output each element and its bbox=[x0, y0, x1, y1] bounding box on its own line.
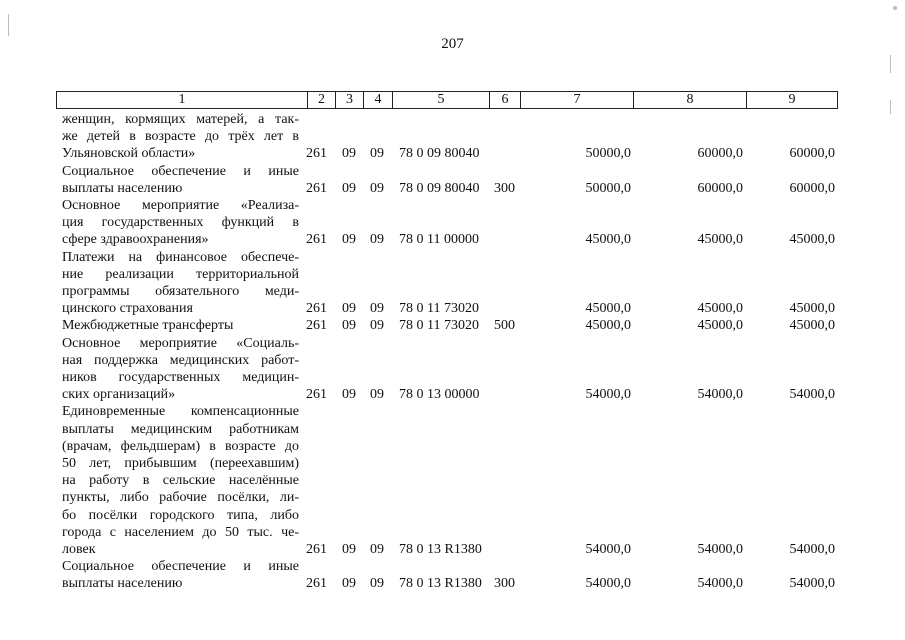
row-name-line: бо посёлки городского типа, либо bbox=[62, 507, 299, 523]
row-col-5: 78 0 11 73020 bbox=[399, 301, 479, 317]
row-col-5: 78 0 13 R1380 bbox=[399, 576, 482, 592]
row-name-line: Ульяновской области» bbox=[62, 146, 196, 162]
row-col-9: 45000,0 bbox=[789, 301, 835, 317]
row-col-3: 09 bbox=[342, 146, 356, 162]
header-col-8: 8 bbox=[634, 92, 747, 109]
row-name bbox=[62, 249, 299, 318]
row-name-line: города с населением до 50 тыс. че- bbox=[62, 524, 299, 540]
header-col-5: 5 bbox=[393, 92, 490, 109]
table-row bbox=[0, 111, 905, 163]
row-name-line: ция государственных функций в bbox=[62, 215, 299, 231]
row-col-8: 54000,0 bbox=[697, 541, 743, 557]
row-col-8: 45000,0 bbox=[697, 232, 743, 248]
row-col-3: 09 bbox=[342, 541, 356, 557]
row-col-3: 09 bbox=[342, 318, 356, 334]
row-col-2: 261 bbox=[306, 180, 327, 196]
row-name-line: ских организаций» bbox=[62, 387, 176, 403]
column-header-row bbox=[56, 91, 838, 109]
row-col-5: 78 0 09 80040 bbox=[399, 146, 480, 162]
row-col-9: 54000,0 bbox=[789, 387, 835, 403]
row-col-3: 09 bbox=[342, 301, 356, 317]
row-col-2: 261 bbox=[306, 387, 327, 403]
header-col-2: 2 bbox=[308, 92, 336, 109]
row-name-line: Социальное обеспечение и иные bbox=[62, 163, 299, 179]
row-col-2: 261 bbox=[306, 301, 327, 317]
row-name-line: Платежи на финансовое обеспече- bbox=[62, 249, 299, 265]
row-col-6: 300 bbox=[494, 576, 515, 592]
table-row bbox=[0, 403, 905, 558]
row-col-4: 09 bbox=[370, 232, 384, 248]
row-col-8: 45000,0 bbox=[697, 301, 743, 317]
row-col-8: 54000,0 bbox=[697, 387, 743, 403]
row-name-line: Основное мероприятие «Социаль- bbox=[62, 335, 299, 351]
row-name-line: ная поддержка медицинских работ- bbox=[62, 352, 299, 368]
row-name bbox=[62, 197, 299, 249]
row-col-2: 261 bbox=[306, 318, 327, 334]
row-name-line: ловек bbox=[62, 541, 96, 557]
row-col-8: 60000,0 bbox=[697, 146, 743, 162]
row-col-4: 09 bbox=[370, 387, 384, 403]
row-col-7: 50000,0 bbox=[585, 180, 631, 196]
page-number: 207 bbox=[441, 36, 464, 52]
row-name-line: Социальное обеспечение и иные bbox=[62, 559, 299, 575]
row-name-line: Основное мероприятие «Реализа- bbox=[62, 197, 299, 213]
scan-speck bbox=[890, 100, 891, 114]
row-name-line: же детей в возрасте до трёх лет в bbox=[62, 129, 299, 145]
row-name-line: 50 лет, прибывшим (переехавшим) bbox=[62, 455, 299, 471]
row-col-7: 54000,0 bbox=[585, 541, 631, 557]
row-name-line: Межбюджетные трансферты bbox=[62, 318, 234, 334]
header-col-1: 1 bbox=[57, 92, 308, 109]
row-name-line: на работу в сельские населённые bbox=[62, 473, 299, 489]
row-col-4: 09 bbox=[370, 301, 384, 317]
table-row bbox=[0, 335, 905, 404]
table-row bbox=[0, 197, 905, 249]
row-col-5: 78 0 09 80040 bbox=[399, 180, 480, 196]
row-col-4: 09 bbox=[370, 180, 384, 196]
row-name-line: выплаты медицинским работникам bbox=[62, 421, 299, 437]
row-col-8: 45000,0 bbox=[697, 318, 743, 334]
table-row bbox=[0, 558, 905, 592]
row-col-2: 261 bbox=[306, 146, 327, 162]
row-name bbox=[62, 403, 299, 558]
table-body bbox=[0, 111, 905, 593]
header-col-9: 9 bbox=[747, 92, 838, 109]
row-col-4: 09 bbox=[370, 318, 384, 334]
row-col-9: 54000,0 bbox=[789, 541, 835, 557]
row-col-9: 60000,0 bbox=[789, 146, 835, 162]
row-col-9: 60000,0 bbox=[789, 180, 835, 196]
row-name-line: цинского страхования bbox=[62, 301, 193, 317]
row-col-4: 09 bbox=[370, 146, 384, 162]
table-row bbox=[0, 249, 905, 318]
row-name bbox=[62, 335, 299, 404]
scan-speck bbox=[890, 55, 891, 73]
row-col-5: 78 0 13 00000 bbox=[399, 387, 480, 403]
header-col-4: 4 bbox=[364, 92, 393, 109]
row-name bbox=[62, 111, 299, 163]
row-col-2: 261 bbox=[306, 541, 327, 557]
row-name-line: пункты, либо рабочие посёлки, ли- bbox=[62, 490, 299, 506]
row-col-8: 60000,0 bbox=[697, 180, 743, 196]
row-name-line: женщин, кормящих матерей, а так- bbox=[62, 112, 299, 127]
row-col-5: 78 0 11 00000 bbox=[399, 232, 479, 248]
row-col-6: 300 bbox=[494, 180, 515, 196]
table-row bbox=[0, 163, 905, 197]
row-col-3: 09 bbox=[342, 232, 356, 248]
row-name bbox=[62, 317, 299, 334]
row-col-7: 50000,0 bbox=[585, 146, 631, 162]
row-name-line: выплаты населению bbox=[62, 576, 183, 592]
row-col-4: 09 bbox=[370, 576, 384, 592]
row-col-9: 45000,0 bbox=[789, 232, 835, 248]
row-col-8: 54000,0 bbox=[697, 576, 743, 592]
row-col-9: 54000,0 bbox=[789, 576, 835, 592]
header-col-7: 7 bbox=[521, 92, 634, 109]
row-col-7: 54000,0 bbox=[585, 576, 631, 592]
row-col-7: 45000,0 bbox=[585, 232, 631, 248]
row-col-4: 09 bbox=[370, 541, 384, 557]
row-col-7: 45000,0 bbox=[585, 301, 631, 317]
table-row bbox=[0, 317, 905, 334]
row-col-9: 45000,0 bbox=[789, 318, 835, 334]
row-col-3: 09 bbox=[342, 576, 356, 592]
row-col-3: 09 bbox=[342, 180, 356, 196]
header-col-3: 3 bbox=[336, 92, 364, 109]
row-name-line: ние реализации территориальной bbox=[62, 266, 299, 282]
row-col-2: 261 bbox=[306, 232, 327, 248]
row-name bbox=[62, 163, 299, 197]
row-col-2: 261 bbox=[306, 576, 327, 592]
row-name-line: программы обязательного меди- bbox=[62, 283, 299, 299]
row-name-line: (врачам, фельдшерам) в возрасте до bbox=[62, 438, 299, 454]
row-name-line: ников государственных медицин- bbox=[62, 369, 299, 385]
row-col-3: 09 bbox=[342, 387, 356, 403]
row-col-7: 54000,0 bbox=[585, 387, 631, 403]
row-name bbox=[62, 558, 299, 592]
row-col-7: 45000,0 bbox=[585, 318, 631, 334]
header-col-6: 6 bbox=[490, 92, 521, 109]
scan-speck bbox=[8, 14, 9, 36]
scan-speck bbox=[893, 6, 897, 10]
row-name-line: Единовременные компенсационные bbox=[62, 404, 299, 420]
row-col-5: 78 0 13 R1380 bbox=[399, 541, 482, 557]
row-name-line: выплаты населению bbox=[62, 180, 183, 196]
row-col-6: 500 bbox=[494, 318, 515, 334]
row-col-5: 78 0 11 73020 bbox=[399, 318, 479, 334]
row-name-line: сфере здравоохранения» bbox=[62, 232, 209, 248]
